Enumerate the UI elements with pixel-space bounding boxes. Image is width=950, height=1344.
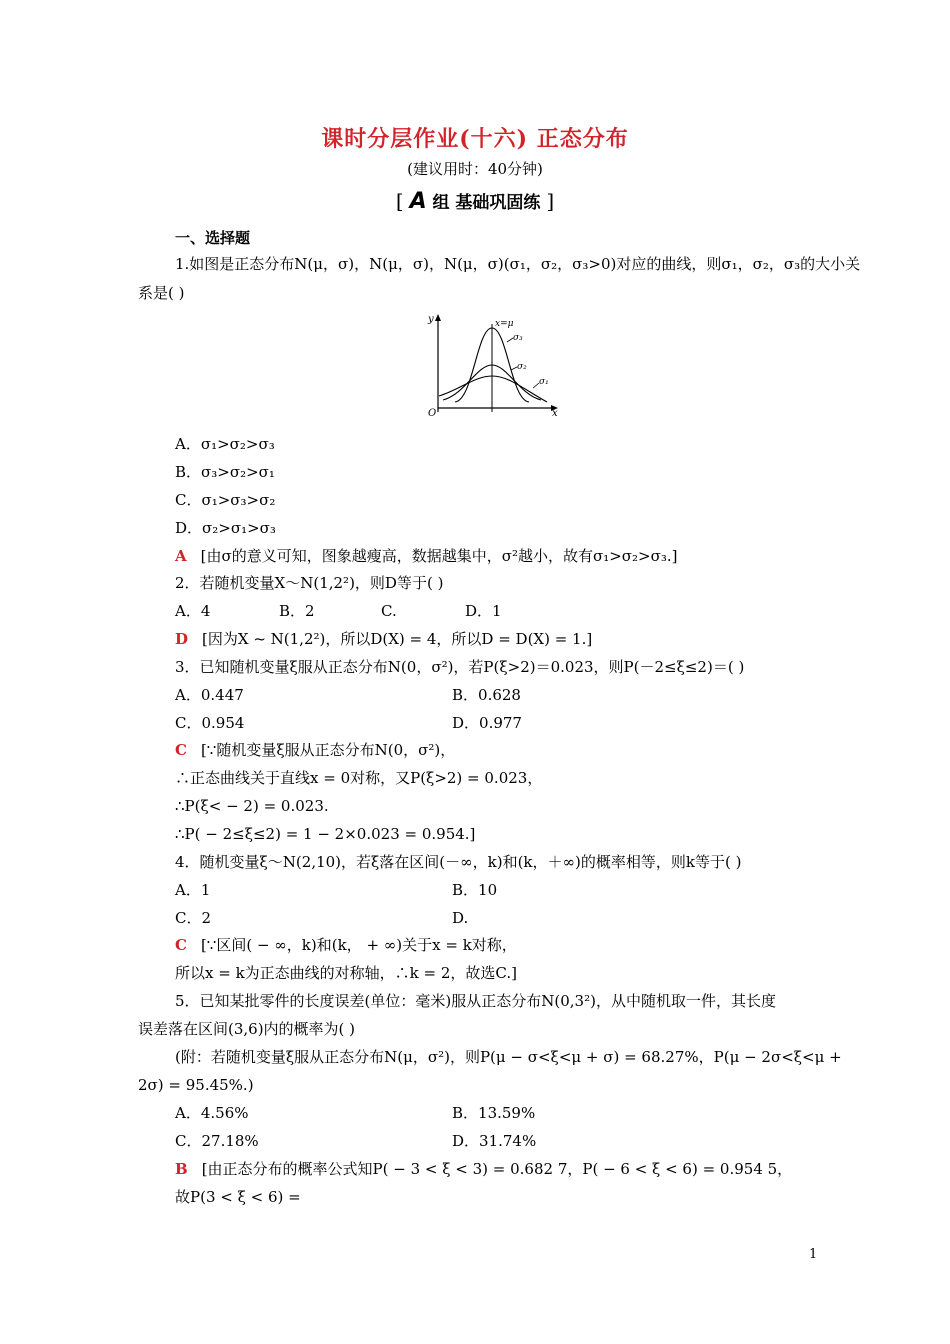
x-label: x xyxy=(552,408,558,419)
q5-stem-line1: 5．已知某批零件的长度误差(单位：毫米)服从正态分布N(0,3²)，从中随机取一件，其长度 xyxy=(175,992,776,1010)
page-number: 1 xyxy=(809,1247,818,1262)
suggested-time: (建议用时：40分钟) xyxy=(407,160,543,178)
q4-explanation-1: [∵区间( − ∞，k)和(k， + ∞)关于x = k对称， xyxy=(200,936,517,954)
q1-answer: A xyxy=(175,547,187,565)
q5-option-c: C．27.18% xyxy=(175,1132,259,1150)
q5-explanation-2: 故P(3 < ξ < 6) = xyxy=(175,1188,301,1206)
q5-option-b: B．13.59% xyxy=(452,1104,536,1122)
sigma3-label: σ₃ xyxy=(513,333,523,343)
q4-explanation-2: 所以x = k为正态曲线的对称轴，∴k = 2，故选C.] xyxy=(175,964,517,982)
q4-option-b: B．10 xyxy=(452,881,498,899)
q2-stem: 2．若随机变量X～N(1,2²)，则D等于( ) xyxy=(175,574,444,592)
q3-explanation-4: ∴P( − 2≤ξ≤2) = 1 − 2×0.023 = 0.954.] xyxy=(175,825,476,843)
q1-answer-line xyxy=(175,546,678,566)
q1-stem-line1: 1.如图是正态分布N(μ，σ)，N(μ，σ)，N(μ，σ)(σ₁，σ₂，σ₃>0)对应的曲线，则σ₁，σ₂，σ₃的大小关 xyxy=(175,255,861,273)
q3-stem: 3．已知随机变量ξ服从正态分布N(0，σ²)，若P(ξ>2)＝0.023，则P(－2≤ξ≤2)＝( ) xyxy=(175,658,745,676)
q4-stem: 4．随机变量ξ～N(2,10)，若ξ落在区间(－∞，k)和(k，＋∞)的概率相等，则k等于( ) xyxy=(175,853,742,871)
group-heading xyxy=(0,188,950,214)
q2-answer-line xyxy=(175,629,592,649)
q2-option-d: D．1 xyxy=(465,602,502,620)
bracket-left: [ xyxy=(395,189,404,213)
q1-option-d: D．σ₂>σ₁>σ₃ xyxy=(175,519,276,537)
q1-stem-line2: 系是( ) xyxy=(138,284,185,302)
q5-option-a: A．4.56% xyxy=(175,1104,249,1122)
q5-note-line2: 2σ) = 95.45%.) xyxy=(138,1076,254,1094)
q5-answer-line xyxy=(175,1159,792,1179)
q5-stem-line2: 误差落在区间(3,6)内的概率为( ) xyxy=(138,1020,356,1038)
q2-option-b: B．2 xyxy=(279,602,315,620)
axis-line-label: x=μ xyxy=(495,319,514,329)
q5-note-line1: (附：若随机变量ξ服从正态分布N(μ，σ²)，则P(μ − σ<ξ<μ + σ) = 68.27%，P(μ − 2σ<ξ<μ + xyxy=(175,1048,842,1066)
q2-explanation: [因为X ~ N(1,2²)，所以D(X) = 4，所以D = D(X) = 1.] xyxy=(202,630,593,648)
curve-sigma1 xyxy=(439,376,547,402)
q2-answer: D xyxy=(175,630,189,648)
q1-explanation: [由σ的意义可知，图象越瘦高，数据越集中，σ²越小，故有σ₁>σ₂>σ₃.] xyxy=(200,547,678,565)
q3-option-c: C．0.954 xyxy=(175,714,245,732)
q2-option-c: C. xyxy=(381,602,397,620)
q2-option-a: A．4 xyxy=(175,602,211,620)
q4-option-c: C．2 xyxy=(175,909,212,927)
page-title: 课时分层作业(十六) 正态分布 xyxy=(321,126,629,152)
q3-explanation-2: ∴正态曲线关于直线x = 0对称，又P(ξ>2) = 0.023， xyxy=(175,769,543,787)
group-letter: A xyxy=(409,189,427,214)
section-title: 一、选择题 xyxy=(175,229,251,247)
q3-option-a: A．0.447 xyxy=(175,686,244,704)
q3-answer: C xyxy=(175,741,187,759)
sigma1-label: σ₁ xyxy=(539,377,549,387)
q4-option-a: A．1 xyxy=(175,881,211,899)
normal-curves-graph xyxy=(425,310,565,420)
q4-answer-line xyxy=(175,935,517,955)
q1-option-a: A．σ₁>σ₂>σ₃ xyxy=(175,435,275,453)
q5-option-d: D．31.74% xyxy=(452,1132,537,1150)
q3-answer-line xyxy=(175,740,455,760)
q4-option-d: D. xyxy=(452,909,469,927)
q3-explanation-3: ∴P(ξ< − 2) = 0.023. xyxy=(175,797,329,815)
q1-option-c: C．σ₁>σ₃>σ₂ xyxy=(175,491,276,509)
y-axis-arrow xyxy=(435,314,441,321)
q5-answer: B xyxy=(175,1160,188,1178)
group-label: 组 基础巩固练 xyxy=(432,193,541,213)
q4-answer: C xyxy=(175,936,187,954)
q1-option-b: B．σ₃>σ₂>σ₁ xyxy=(175,463,275,481)
y-label: y xyxy=(428,314,434,325)
q3-option-d: D．0.977 xyxy=(452,714,522,732)
origin-label: O xyxy=(428,408,437,419)
sigma2-label: σ₂ xyxy=(517,362,527,372)
q5-explanation-1: [由正态分布的概率公式知P( − 3 < ξ < 3) = 0.682 7，P( − 6 < ξ < 6) = 0.954 5， xyxy=(201,1160,793,1178)
q3-explanation-1: [∵随机变量ξ服从正态分布N(0，σ²)， xyxy=(200,741,456,759)
q3-option-b: B．0.628 xyxy=(452,686,521,704)
bracket-right: ] xyxy=(546,189,555,213)
